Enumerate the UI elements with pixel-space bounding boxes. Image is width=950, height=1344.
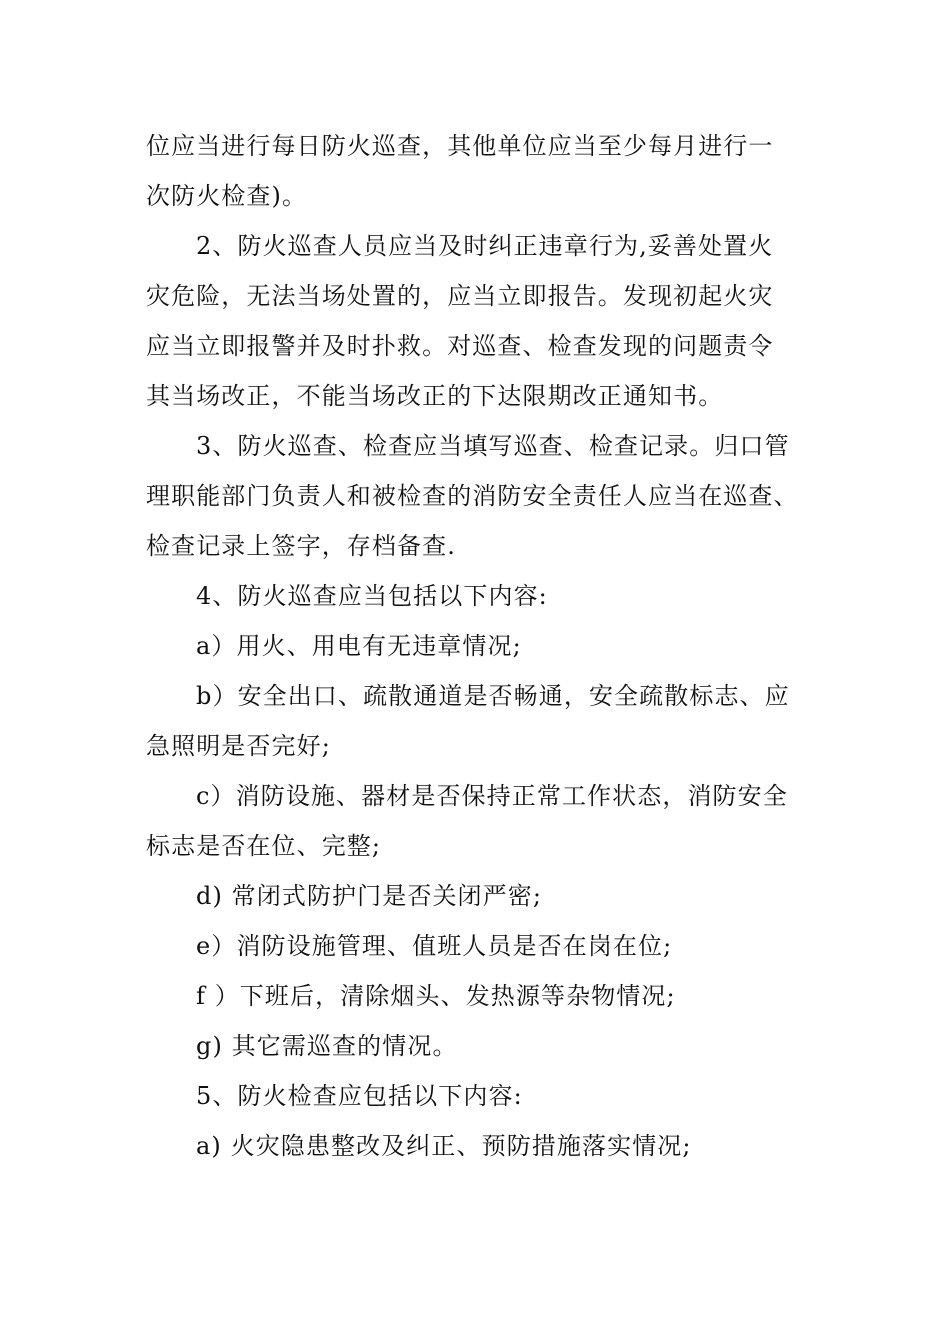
text-line: c）消防设施、器材是否保持正常工作状态，消防安全 [196, 782, 788, 810]
text-line: b）安全出口、疏散通道是否畅通，安全疏散标志、应 [196, 682, 790, 710]
text-line: 急照明是否完好; [146, 732, 331, 760]
text-line: 检查记录上签字，存档备查. [146, 532, 456, 560]
text-line: 5、防火检查应包括以下内容: [196, 1082, 523, 1110]
text-line: 3、防火巡查、检查应当填写巡查、检查记录。归口管 [196, 432, 790, 460]
text-line: g) 其它需巡查的情况。 [196, 1032, 458, 1060]
text-line: 理职能部门负责人和被检查的消防安全责任人应当在巡查、 [146, 482, 799, 510]
text-line: a）用火、用电有无违章情况; [196, 632, 522, 660]
text-line: 应当立即报警并及时扑救。对巡查、检查发现的问题责令 [146, 332, 774, 360]
text-line: 2、防火巡查人员应当及时纠正违章行为,妥善处置火 [196, 232, 774, 260]
text-line: d) 常闭式防护门是否关闭严密; [196, 882, 543, 910]
document-body [146, 121, 806, 1171]
text-line: e）消防设施管理、值班人员是否在岗在位; [196, 932, 673, 960]
text-line: f ）下班后，清除烟头、发热源等杂物情况; [196, 982, 676, 1010]
text-line: a) 火灾隐患整改及纠正、预防措施落实情况; [196, 1132, 692, 1160]
text-line: 次防火检查)。 [146, 182, 308, 210]
text-line: 位应当进行每日防火巡查，其他单位应当至少每月进行一 [146, 132, 774, 160]
text-line: 其当场改正，不能当场改正的下达限期改正通知书。 [146, 382, 724, 410]
text-line: 4、防火巡查应当包括以下内容: [196, 582, 548, 610]
text-line: 灾危险，无法当场处置的，应当立即报告。发现初起火灾 [146, 282, 774, 310]
text-line: 标志是否在位、完整; [146, 832, 382, 860]
